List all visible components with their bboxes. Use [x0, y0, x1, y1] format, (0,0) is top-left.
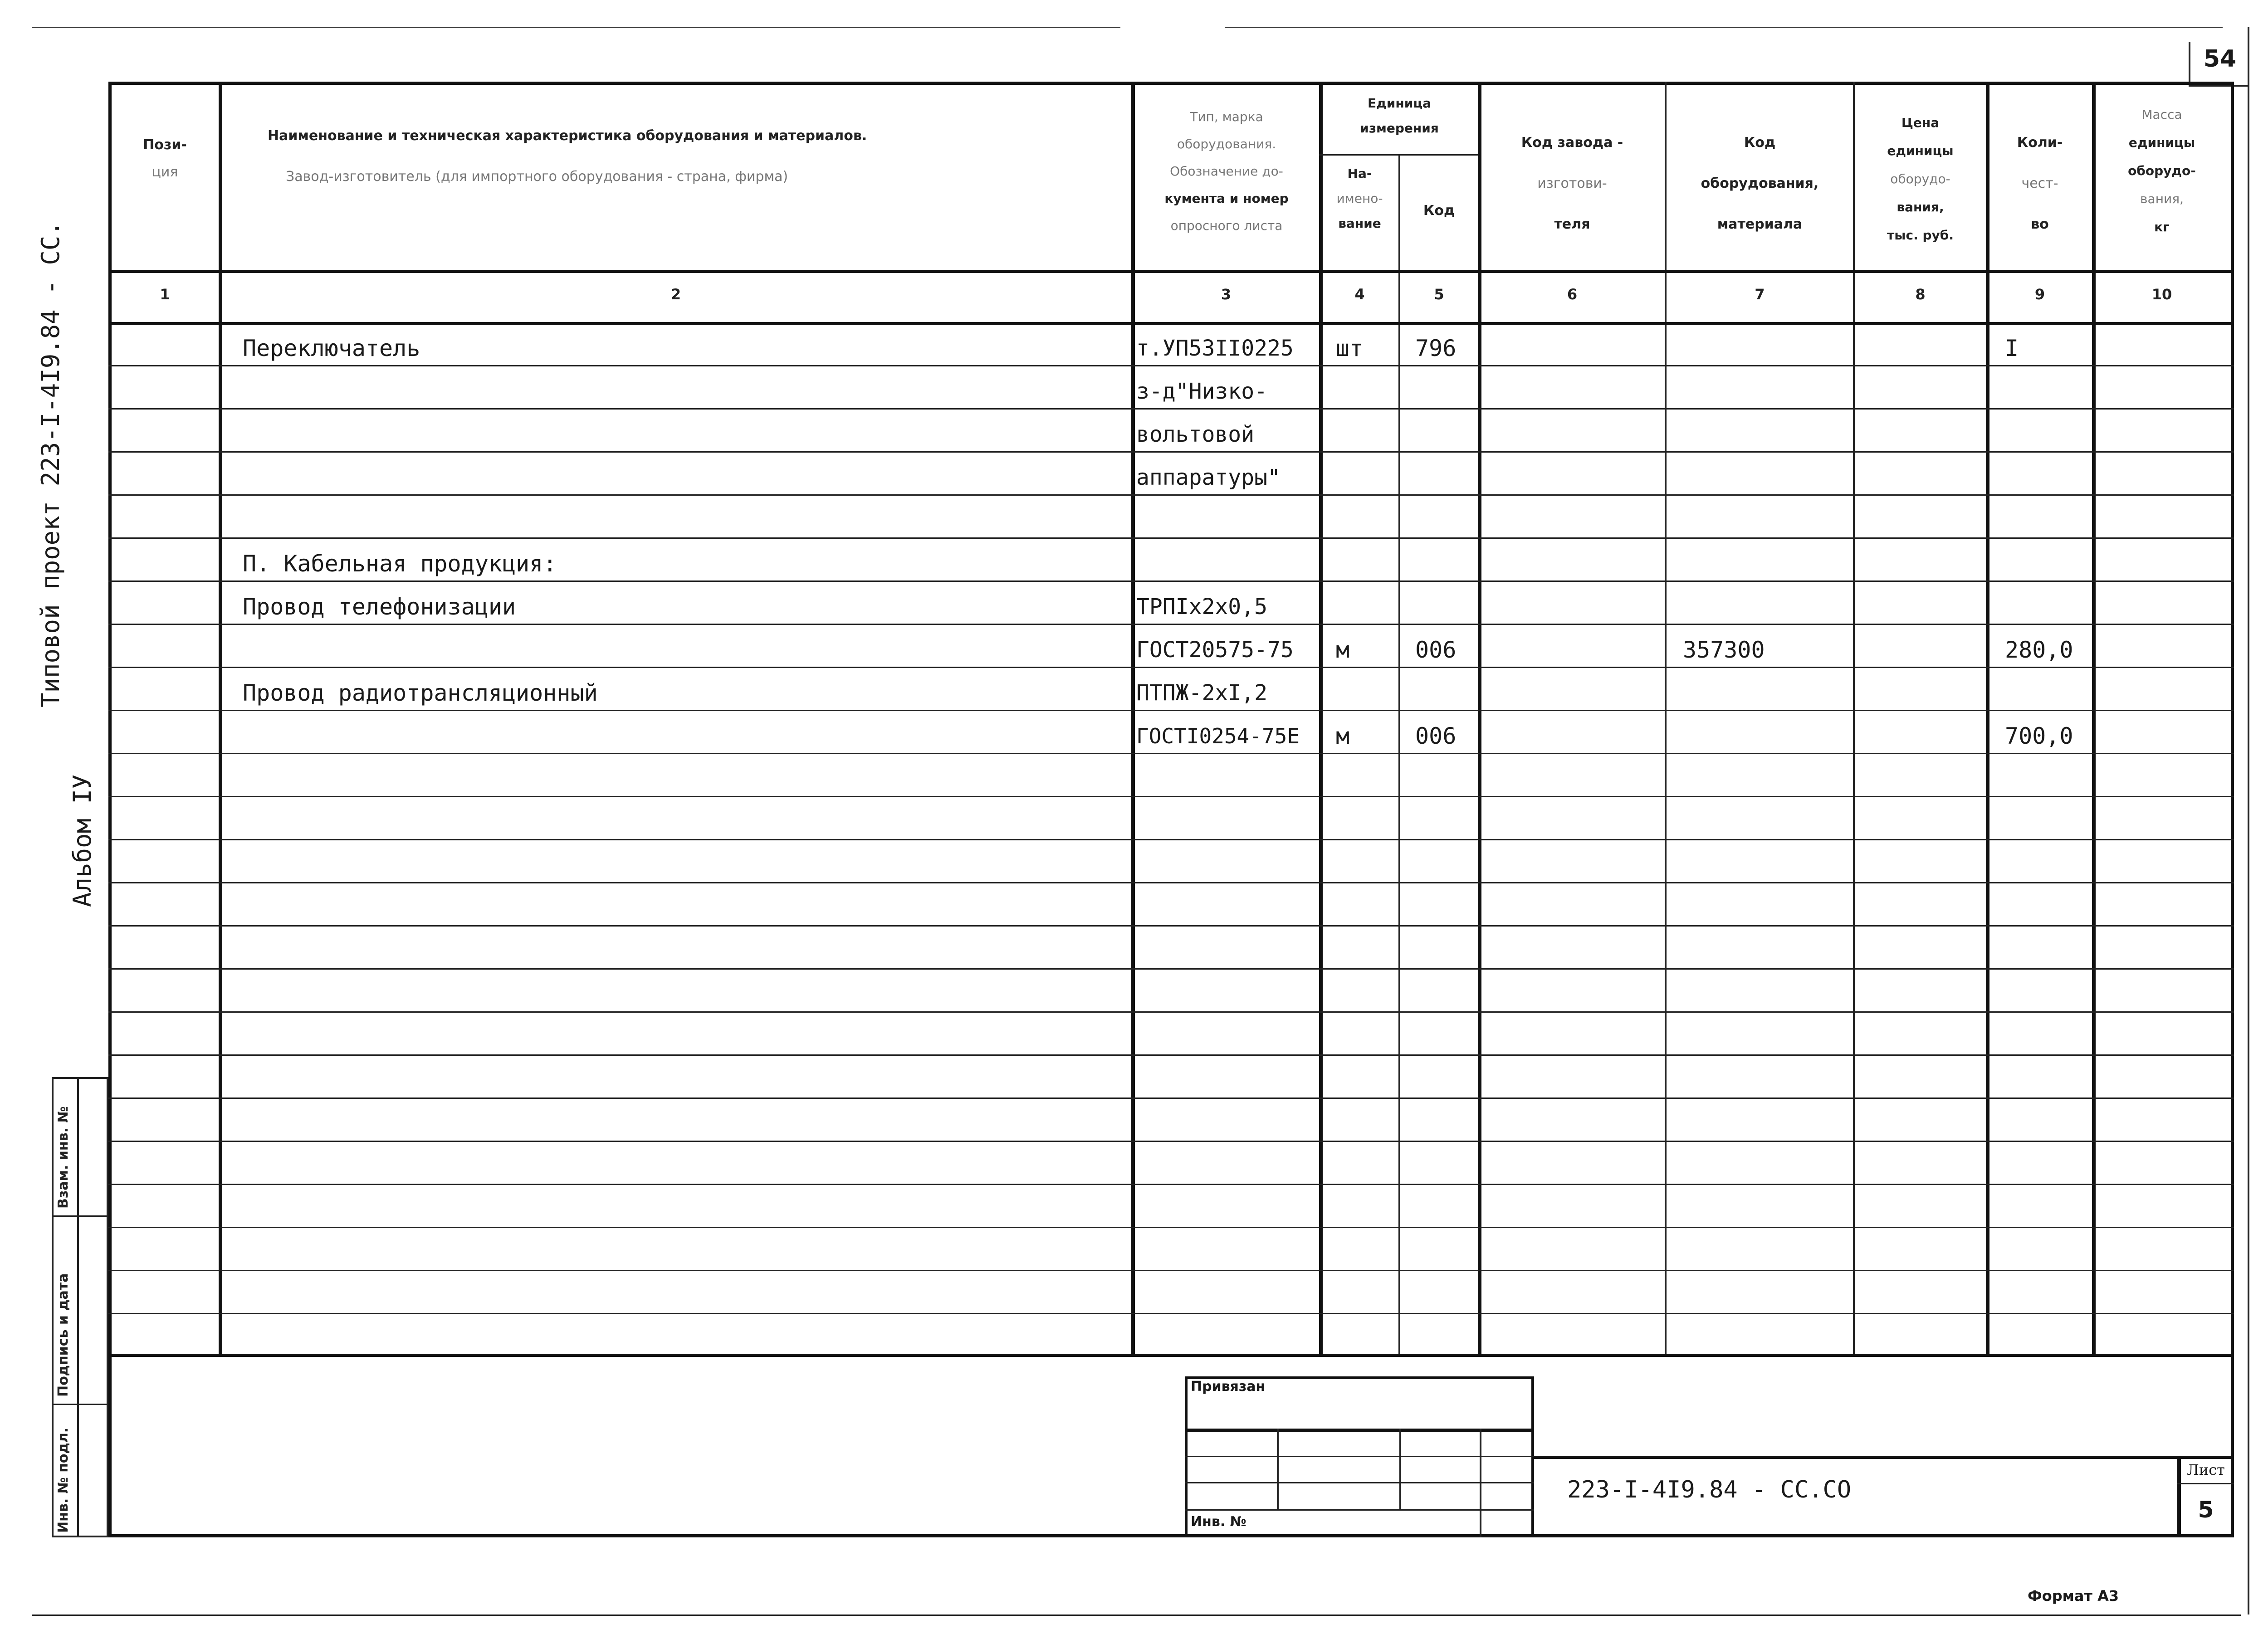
row-line: [108, 925, 2234, 927]
sheet-number-top: 54: [2203, 45, 2237, 73]
doc-code-top-line: [1534, 1456, 2234, 1459]
page-top-line: [32, 27, 1120, 28]
row-6-type: ТРПIх2х0,5: [1136, 594, 1267, 619]
privyazan-row-line: [1185, 1482, 1534, 1483]
inv-no-label: Инв. №: [1191, 1514, 1246, 1530]
row-line: [108, 580, 2234, 582]
row-line: [108, 839, 2234, 840]
header-col7: Код оборудования, материала: [1701, 135, 1819, 232]
row-line: [108, 1097, 2234, 1099]
row-line: [108, 667, 2234, 668]
page-right-line: [2248, 27, 2249, 1614]
list-number: 5: [2198, 1497, 2214, 1523]
privyazan-col-line: [1277, 1429, 1279, 1510]
colnum-10: 10: [2151, 286, 2172, 303]
stamp-label-podpis-data: Подпись и дата: [55, 1273, 71, 1397]
row-line: [108, 624, 2234, 625]
privyazan-label: Привязан: [1191, 1379, 1266, 1395]
doc-code: 223-I-4I9.84 - СС.СО: [1567, 1476, 1852, 1503]
stamp-label-vzam-inv: Взам. инв. №: [55, 1106, 71, 1209]
stamp-label-inv-podl: Инв. № подл.: [55, 1427, 71, 1533]
row-line: [108, 1270, 2234, 1271]
colnum-4: 4: [1354, 286, 1365, 303]
list-box-divider: [2177, 1483, 2234, 1484]
stamp-divider: [77, 1077, 79, 1537]
header-col5: Код: [1423, 203, 1455, 219]
header-bottom-line: [108, 270, 2234, 273]
colnum-1: 1: [160, 286, 170, 303]
table-body-bottom-line: [108, 1354, 2234, 1357]
row-0-code: 796: [1415, 335, 1457, 361]
page-top-line: [1225, 27, 2223, 28]
row-line: [108, 1184, 2234, 1185]
privyazan-col-line: [1480, 1429, 1481, 1537]
header-col3: Тип, марка оборудования. Обозначение до- кумента и номер опросного листа: [1164, 109, 1289, 233]
row-0-type: т.УП53II0225: [1136, 336, 1294, 361]
colnum-2: 2: [670, 286, 681, 303]
colnum-3: 3: [1221, 286, 1232, 303]
row-line: [108, 451, 2234, 453]
format-label: Формат А3: [2028, 1587, 2119, 1605]
row-line: [108, 968, 2234, 970]
row-5-name: П. Кабельная продукция:: [243, 551, 557, 577]
header-subline: [1319, 154, 1478, 156]
row-8-name: Провод радиотрансляционный: [243, 680, 598, 706]
row-line: [108, 796, 2234, 797]
row-7-unit: м: [1336, 637, 1350, 663]
colnum-bottom-line: [108, 322, 2234, 325]
row-line: [108, 408, 2234, 410]
row-9-code: 006: [1415, 723, 1457, 749]
side-title-line1: Типовой проект 223-I-4I9.84 - СС.: [36, 221, 65, 707]
sheet-number-box: [2189, 42, 2249, 87]
row-line: [108, 1011, 2234, 1013]
row-7-code: 006: [1415, 637, 1457, 663]
page-bottom-line: [32, 1614, 2241, 1616]
colnum-6: 6: [1567, 286, 1578, 303]
privyazan-row-line: [1185, 1456, 1534, 1457]
row-6-name: Провод телефонизации: [243, 594, 516, 620]
stamp-divider: [52, 1404, 108, 1405]
list-label: Лист: [2187, 1461, 2225, 1478]
row-line: [108, 882, 2234, 883]
header-col10: Масса единицы оборудо- вания, кг: [2128, 107, 2196, 234]
row-9-unit: м: [1336, 723, 1350, 749]
row-7-qty: 280,0: [2005, 637, 2073, 663]
row-2-type: вольтовой: [1136, 422, 1255, 447]
header-col45-top: Единица измерения: [1360, 96, 1439, 136]
header-col6: Код завода - изготови- теля: [1521, 135, 1623, 232]
row-line: [108, 753, 2234, 754]
header-col4: На- имено- вание: [1336, 166, 1383, 231]
header-col1: Пози- ция: [143, 137, 187, 180]
row-7-eqcode: 357300: [1683, 637, 1765, 663]
row-0-unit: шт: [1336, 335, 1364, 361]
row-7-type: ГОСТ20575-75: [1136, 637, 1294, 663]
row-3-type: аппаратуры": [1136, 465, 1281, 490]
side-title-line2: Альбом IУ: [68, 774, 97, 907]
privyazan-divider: [1185, 1429, 1534, 1432]
stamp-divider: [52, 1215, 108, 1217]
row-line: [108, 1313, 2234, 1314]
privyazan-col-line: [1399, 1429, 1401, 1510]
row-line: [108, 1141, 2234, 1142]
header-col8: Цена единицы оборудо- вания, тыс. руб.: [1887, 115, 1954, 243]
row-line: [108, 537, 2234, 539]
list-box-left: [2177, 1456, 2181, 1537]
row-line: [108, 710, 2234, 711]
row-0-qty: I: [2005, 335, 2019, 361]
row-line: [108, 1054, 2234, 1056]
row-line: [108, 1227, 2234, 1228]
privyazan-row-line: [1185, 1509, 1534, 1511]
row-8-type: ПТПЖ-2хI,2: [1136, 680, 1267, 706]
colnum-7: 7: [1755, 286, 1765, 303]
header-col2: Наименование и техническая характеристика оборудования и материалов. Завод-изготовитель (для импортного оборудования - страна, фирма): [268, 128, 867, 185]
row-0-name: Переключатель: [243, 335, 420, 361]
row-9-qty: 700,0: [2005, 723, 2073, 749]
row-1-type: з-д"Низко-: [1136, 379, 1267, 404]
row-line: [108, 494, 2234, 496]
colnum-5: 5: [1434, 286, 1444, 303]
colnum-9: 9: [2034, 286, 2045, 303]
header-col9: Коли- чест- во: [2017, 135, 2063, 232]
row-9-type: ГОСТI0254-75Е: [1136, 724, 1300, 748]
row-line: [108, 365, 2234, 366]
colnum-8: 8: [1915, 286, 1926, 303]
